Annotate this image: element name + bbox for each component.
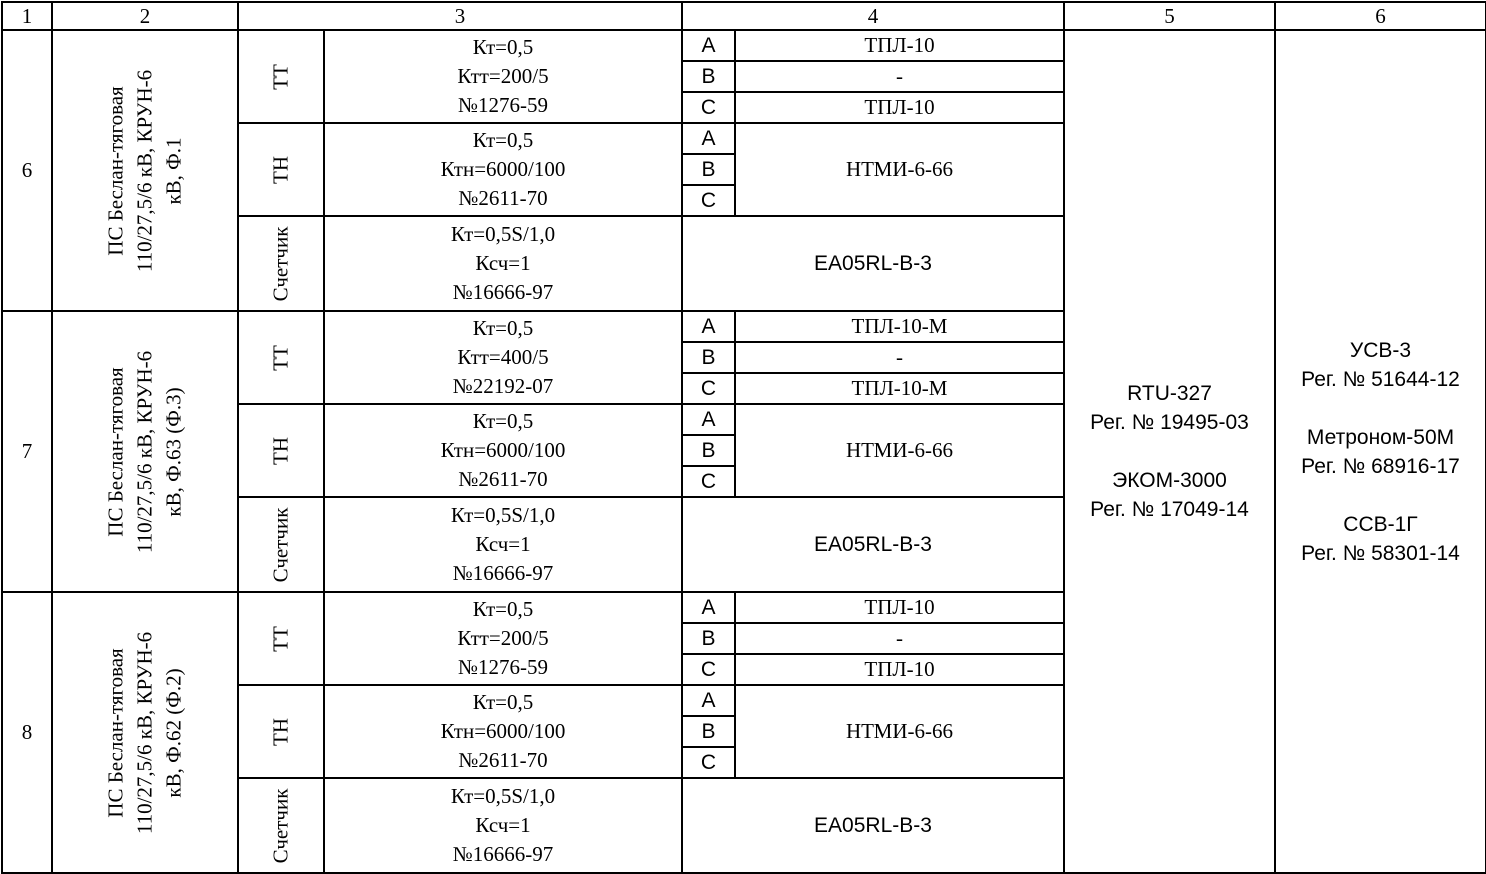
row-number: 8 bbox=[2, 592, 52, 873]
tt-label bbox=[238, 30, 324, 123]
transformer-type: ТПЛ-10-М bbox=[735, 311, 1064, 342]
param-line: Кт=0,5 bbox=[472, 128, 534, 152]
phase-cell: B bbox=[682, 716, 735, 747]
phase-cell: B bbox=[682, 623, 735, 654]
transformer-type: ТПЛ-10 bbox=[735, 654, 1064, 685]
param-line: Ксч=1 bbox=[475, 813, 531, 837]
phase-cell: C bbox=[682, 373, 735, 404]
meter-label bbox=[238, 778, 324, 873]
transformer-type: - bbox=[735, 61, 1064, 92]
phase-cell: C bbox=[682, 466, 735, 497]
meter-type: EA05RL-B-3 bbox=[682, 778, 1064, 873]
transformer-type: - bbox=[735, 623, 1064, 654]
row-number: 6 bbox=[2, 30, 52, 311]
tn-params bbox=[324, 685, 682, 778]
header-cell: 5 bbox=[1064, 2, 1275, 30]
param-line: №2611-70 bbox=[458, 748, 548, 772]
device-reg: Рег. № 17049-14 bbox=[1090, 498, 1249, 521]
meter-label-line: Счетчик bbox=[268, 788, 293, 863]
param-line: Ктн=6000/100 bbox=[440, 719, 566, 743]
object-name-text bbox=[102, 69, 189, 271]
param-line: Ктт=200/5 bbox=[457, 64, 549, 88]
param-line: Кт=0,5 bbox=[472, 690, 534, 714]
object-name-line: 110/27,5/6 кВ, КРУН-6 bbox=[132, 69, 157, 272]
meter-label-text bbox=[267, 507, 296, 582]
col5-devices bbox=[1064, 30, 1275, 873]
param-line: Ктн=6000/100 bbox=[440, 157, 566, 181]
phase-cell: A bbox=[682, 592, 735, 623]
transformer-type: - bbox=[735, 342, 1064, 373]
meter-type: EA05RL-B-3 bbox=[682, 216, 1064, 311]
meter-params bbox=[324, 216, 682, 311]
spacer bbox=[1065, 437, 1274, 466]
param-line: Кт=0,5 bbox=[472, 35, 534, 59]
transformer-type: ТПЛ-10 bbox=[735, 30, 1064, 61]
param-line: Ксч=1 bbox=[475, 532, 531, 556]
object-name-line: 110/27,5/6 кВ, КРУН-6 bbox=[132, 631, 157, 834]
tt-label-text bbox=[267, 626, 296, 652]
meter-label-text bbox=[267, 226, 296, 301]
meter-label-line: Счетчик bbox=[268, 507, 293, 582]
phase-cell: B bbox=[682, 342, 735, 373]
tn-label-line: ТН bbox=[268, 436, 293, 465]
phase-cell: A bbox=[682, 30, 735, 61]
object-name-line: ПС Беслан-тяговая bbox=[103, 85, 128, 256]
header-cell: 1 bbox=[2, 2, 52, 30]
tn-label-text bbox=[267, 156, 296, 184]
meter-label bbox=[238, 216, 324, 311]
device-reg: Рег. № 58301-14 bbox=[1301, 541, 1460, 565]
device-name: RTU-327 bbox=[1127, 382, 1212, 405]
tt-label-line: ТТ bbox=[268, 625, 293, 652]
phase-cell: C bbox=[682, 185, 735, 216]
transformer-type: ТПЛ-10 bbox=[735, 592, 1064, 623]
tt-label bbox=[238, 592, 324, 685]
device-name: ССВ-1Г bbox=[1343, 512, 1418, 536]
phase-cell: A bbox=[682, 123, 735, 154]
param-line: Кт=0,5 bbox=[472, 409, 534, 433]
phase-cell: A bbox=[682, 311, 735, 342]
header-cell: 2 bbox=[52, 2, 238, 30]
param-line: Ктт=200/5 bbox=[457, 626, 549, 650]
voltage-transformer-type: НТМИ-6-66 bbox=[735, 685, 1064, 778]
transformer-type: ТПЛ-10 bbox=[735, 92, 1064, 123]
table-row bbox=[2, 30, 1486, 61]
transformer-type: ТПЛ-10-М bbox=[735, 373, 1064, 404]
tt-label-text bbox=[267, 64, 296, 90]
tn-label-line: ТН bbox=[268, 155, 293, 184]
tt-label-line: ТТ bbox=[268, 63, 293, 90]
param-line: Кт=0,5S/1,0 bbox=[450, 784, 556, 808]
header-cell: 4 bbox=[682, 2, 1064, 30]
param-line: Ксч=1 bbox=[475, 251, 531, 275]
param-line: №22192-07 bbox=[452, 374, 554, 398]
header-row bbox=[2, 2, 1486, 30]
param-line: №16666-97 bbox=[452, 280, 554, 304]
phase-cell: B bbox=[682, 61, 735, 92]
col6-devices bbox=[1275, 30, 1486, 873]
param-line: №16666-97 bbox=[452, 842, 554, 866]
tt-params bbox=[324, 30, 682, 123]
param-line: №2611-70 bbox=[458, 467, 548, 491]
tn-params bbox=[324, 123, 682, 216]
object-name-text bbox=[102, 350, 189, 552]
voltage-transformer-type: НТМИ-6-66 bbox=[735, 404, 1064, 497]
tn-params bbox=[324, 404, 682, 497]
object-name-text bbox=[102, 631, 189, 833]
param-line: №1276-59 bbox=[457, 93, 549, 117]
object-name-line: кВ, Ф.62 (Ф.2) bbox=[161, 667, 186, 798]
phase-cell: A bbox=[682, 685, 735, 716]
object-name-line: кВ, Ф.1 bbox=[161, 136, 186, 205]
tt-label-line: ТТ bbox=[268, 344, 293, 371]
object-name-line: ПС Беслан-тяговая bbox=[103, 647, 128, 818]
equipment-table bbox=[1, 1, 1486, 874]
spacer bbox=[1276, 481, 1485, 510]
tt-label bbox=[238, 311, 324, 404]
param-line: Кт=0,5 bbox=[472, 316, 534, 340]
object-name bbox=[52, 30, 238, 311]
meter-params bbox=[324, 497, 682, 592]
object-name-line: ПС Беслан-тяговая bbox=[103, 366, 128, 537]
row-number: 7 bbox=[2, 311, 52, 592]
device-name: ЭКОМ-3000 bbox=[1112, 469, 1227, 492]
param-line: №1276-59 bbox=[457, 655, 549, 679]
tt-label-text bbox=[267, 345, 296, 371]
phase-cell: A bbox=[682, 404, 735, 435]
tn-label bbox=[238, 685, 324, 778]
tt-params bbox=[324, 592, 682, 685]
phase-cell: C bbox=[682, 654, 735, 685]
voltage-transformer-type: НТМИ-6-66 bbox=[735, 123, 1064, 216]
phase-cell: B bbox=[682, 154, 735, 185]
param-line: Ктт=400/5 bbox=[457, 345, 549, 369]
phase-cell: C bbox=[682, 747, 735, 778]
device-reg: Рег. № 51644-12 bbox=[1301, 367, 1460, 391]
tn-label bbox=[238, 404, 324, 497]
spacer bbox=[1276, 394, 1485, 423]
meter-type: EA05RL-B-3 bbox=[682, 497, 1064, 592]
phase-cell: B bbox=[682, 435, 735, 466]
tt-params bbox=[324, 311, 682, 404]
header-cell: 6 bbox=[1275, 2, 1486, 30]
param-line: Кт=0,5 bbox=[472, 597, 534, 621]
meter-label bbox=[238, 497, 324, 592]
tn-label-line: ТН bbox=[268, 717, 293, 746]
meter-params bbox=[324, 778, 682, 873]
device-name: УСВ-3 bbox=[1349, 338, 1412, 362]
device-reg: Рег. № 68916-17 bbox=[1301, 454, 1460, 478]
meter-label-text bbox=[267, 788, 296, 863]
object-name bbox=[52, 311, 238, 592]
tn-label-text bbox=[267, 718, 296, 746]
object-name-line: 110/27,5/6 кВ, КРУН-6 bbox=[132, 350, 157, 553]
header-cell: 3 bbox=[238, 2, 682, 30]
param-line: Кт=0,5S/1,0 bbox=[450, 222, 556, 246]
phase-cell: C bbox=[682, 92, 735, 123]
device-name: Метроном-50М bbox=[1306, 425, 1455, 449]
meter-label-line: Счетчик bbox=[268, 226, 293, 301]
object-name bbox=[52, 592, 238, 873]
param-line: Кт=0,5S/1,0 bbox=[450, 503, 556, 527]
device-reg: Рег. № 19495-03 bbox=[1090, 411, 1249, 434]
tn-label-text bbox=[267, 437, 296, 465]
param-line: №2611-70 bbox=[458, 186, 548, 210]
tn-label bbox=[238, 123, 324, 216]
object-name-line: кВ, Ф.63 (Ф.3) bbox=[161, 386, 186, 517]
param-line: №16666-97 bbox=[452, 561, 554, 585]
param-line: Ктн=6000/100 bbox=[440, 438, 566, 462]
